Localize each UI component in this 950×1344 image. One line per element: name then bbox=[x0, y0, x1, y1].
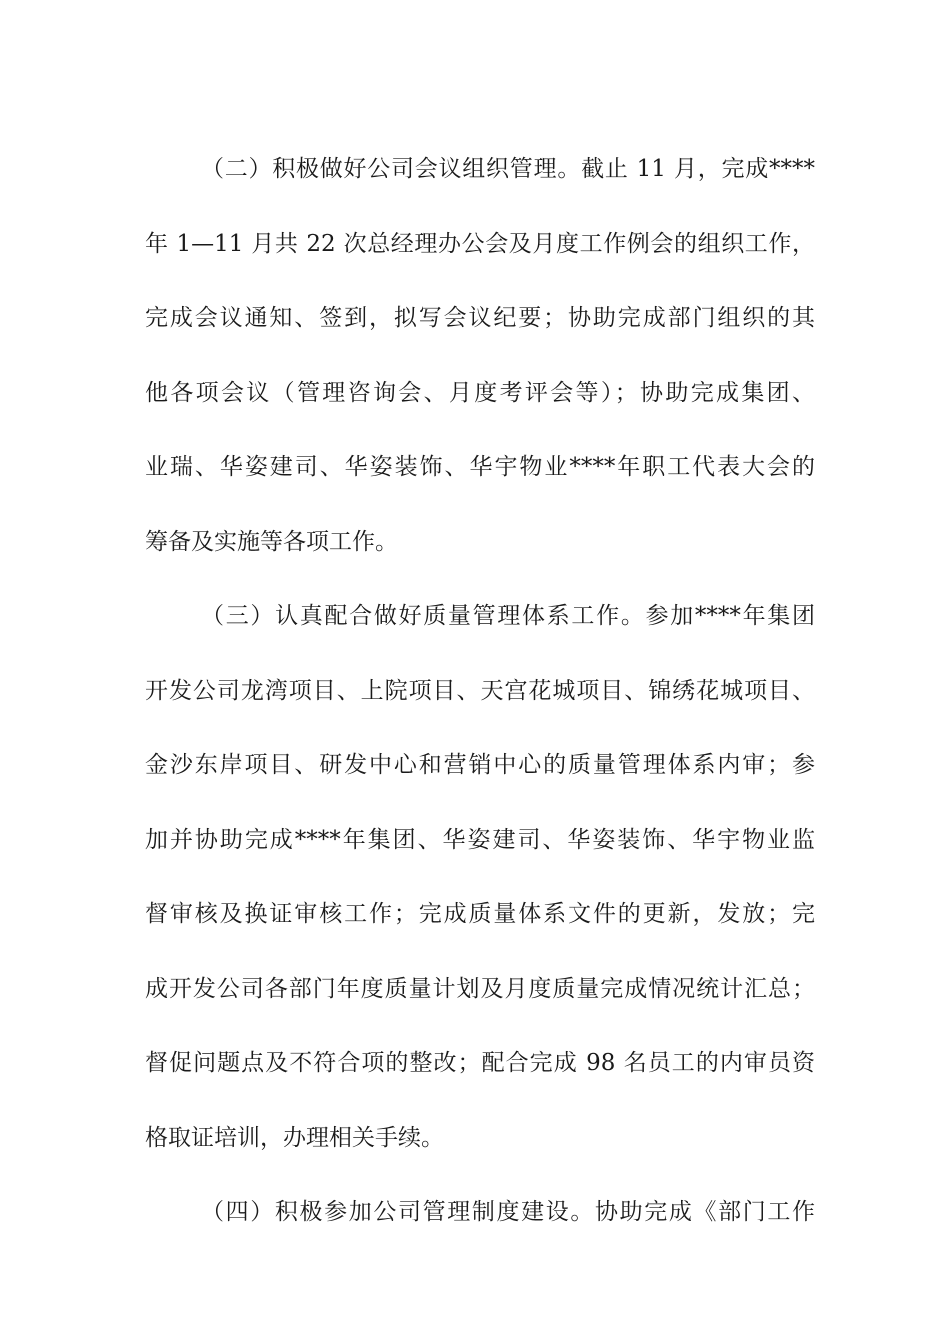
text-line: 业瑞、华姿建司、华姿装饰、华宇物业****年职工代表大会的 bbox=[145, 454, 815, 480]
text-line: （四）积极参加公司管理制度建设。协助完成《部门工作 bbox=[201, 1199, 815, 1225]
text-line: 加并协助完成****年集团、华姿建司、华姿装饰、华宇物业监 bbox=[145, 826, 815, 853]
text-line: 筹备及实施等各项工作。 bbox=[145, 528, 398, 555]
text-line: 督促问题点及不符合项的整改；配合完成 98 名员工的内审员资 bbox=[145, 1050, 815, 1076]
paragraph-system-construction bbox=[145, 1175, 815, 1250]
paragraph-meeting-management bbox=[145, 132, 815, 579]
text-line: 成开发公司各部门年度质量计划及月度质量完成情况统计汇总； bbox=[145, 975, 815, 1002]
text-line: 年 1—11 月共 22 次总经理办公会及月度工作例会的组织工作， bbox=[145, 230, 815, 257]
text-line: 金沙东岸项目、研发中心和营销中心的质量管理体系内审；参 bbox=[145, 752, 815, 778]
text-line: （三）认真配合做好质量管理体系工作。参加****年集团 bbox=[201, 603, 815, 629]
text-line: 完成会议通知、签到，拟写会议纪要；协助完成部门组织的其 bbox=[145, 305, 815, 331]
text-line: 开发公司龙湾项目、上院项目、天宫花城项目、锦绣花城项目、 bbox=[145, 677, 815, 704]
paragraph-quality-management bbox=[145, 579, 815, 1175]
document-body bbox=[145, 132, 815, 1250]
text-line: 督审核及换证审核工作；完成质量体系文件的更新，发放；完 bbox=[145, 901, 815, 927]
text-line: 格取证培训，办理相关手续。 bbox=[145, 1124, 444, 1151]
text-line: （二）积极做好公司会议组织管理。截止 11 月，完成**** bbox=[201, 156, 815, 182]
text-line: 他各项会议（管理咨询会、月度考评会等）；协助完成集团、 bbox=[145, 379, 815, 406]
